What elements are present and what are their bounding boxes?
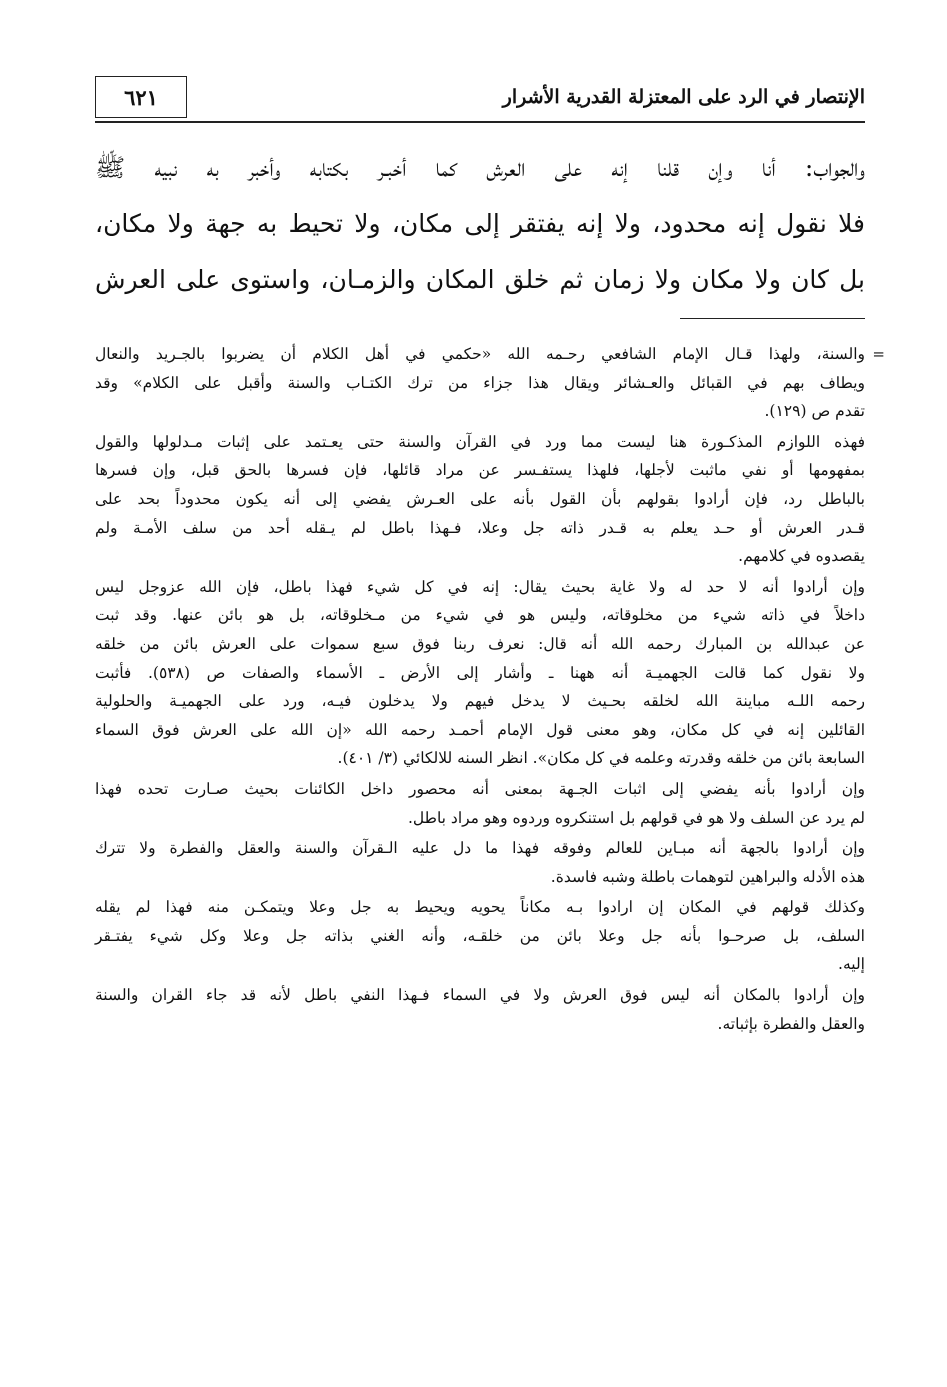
footnote-line: فهذه اللوازم المذكـورة هنا ليست مما ورد في القرآن والسنة حتى يعـتمد على إثبات مـدلولها والقول: [95, 432, 865, 451]
footnote-line: وإن أرادوا بأنه يفضي إلى اثبات الجـهة بمعنى أنه محصور داخل الكائنات بحيث صـارت تحده فهذا: [95, 779, 865, 798]
footnote-line: القائلين إنه في كل مكان، وهو معنى قول الإمام أحمـد رحمه الله «إن الله على العرش فوق السماء: [95, 720, 865, 739]
footnote-divider: [680, 318, 865, 319]
continuation-mark: =: [872, 345, 885, 363]
footnote-line: والعقل والفطرة بإثباته.: [717, 1014, 865, 1033]
main-text: [95, 140, 865, 308]
page-header: [95, 68, 865, 118]
footnote-line: بالباطل رد، فإن أرادوا بقولهم بأن القول بأنه على العـرش يفضي إلى أنه يكون محدوداً بحد على: [95, 489, 865, 508]
footnote-line: عن عبدالله بن المبارك رحمه الله أنه قال: نعرف ربنا فوق سبع سموات على العرش بائن من خلقه: [95, 634, 865, 653]
footnote-paragraph: [95, 981, 865, 1038]
running-title: الإنتصار في الرد على المعتزلة القدرية الأشرار: [502, 86, 865, 108]
footnote-line: والسنة، ولهذا قـال الإمام الشافعي رحـمه الله «حكمي في أهل الكلام أن يضربوا بالجـريد والنعال: [95, 345, 865, 363]
footnote-line: هذه الأدله والبراهين لتوهمات باطلة وشبه فاسدة.: [550, 867, 865, 886]
footnote-line: تقدم ص (١٢٩).: [764, 402, 865, 421]
main-line: والجواب: أنا وإن قلنا إنه على العرش كما أخبـر بكتابه وأخبر به نبيه ﷺ: [95, 153, 865, 182]
footnote-line: وإن أرادوا بالجهة أنه مبـاين للعالم وفوقه فهذا ما دل عليه الـقرآن والسنة والعقل والفطرة ولا تترك: [95, 839, 865, 858]
footnote-line: يقصدوه في كلامهم.: [738, 547, 865, 566]
footnote-line: بمفهومها أو نفي ماثبت لأجلها، فلهذا يستفـسر عن مراد قائلها، فإن فسرها بالحق قبل، وإن فسرها: [95, 461, 865, 480]
page-number-box: [95, 76, 187, 118]
footnote-paragraph: [95, 428, 865, 571]
footnotes: [95, 340, 885, 1040]
footnote-line: إليه.: [838, 955, 865, 974]
header-divider: [95, 121, 865, 123]
footnote-line: وكذلك قولهم في المكان إن ارادوا بـه مكاناً يحويه ويحيط به جل وعلا ويتمكـن منه فهذا لم يقله: [95, 898, 865, 917]
main-line: فلا نقول إنه محدود، ولا إنه يفتقر إلى مكان، ولا تحيط به جهة ولا مكان،: [95, 209, 865, 238]
footnote-line: رحمه اللـه مباينة الله لخلقه بحـيث لا يدخل فيهم ولا يدخلون فيـه، ورد على الجهميـة والحلولية: [95, 692, 865, 711]
footnote-line: وإن أرادوا أنه لا حد له ولا غاية بحيث يقال: إنه في كل شيء فهذا باطل، فإن الله عزوجل ليس: [95, 577, 865, 596]
footnote-line: السابعة بائن من خلقه وقدرته وعلمه في كل مكان». انظر السنه للالكائي (٣/ ٤٠١).: [337, 749, 865, 768]
footnote-paragraph: [95, 893, 865, 979]
page-number: ٦٢١: [124, 84, 158, 110]
footnote-paragraph: [95, 573, 865, 773]
footnote-line: السلف، بل صرحـوا بأنه جل وعلا بائن من خلقـه، وأنه الغني بذاته جل وعلا وكل شيء يفتـقر: [95, 926, 865, 945]
footnote-line: قـدر العرش أو حـد يعلم به قـدر ذاته جل وعلا، فـهذا باطل لم يـقله أحد من سلف الأمـة ولم: [95, 518, 865, 537]
footnote-paragraph: [95, 775, 865, 832]
footnote-line: ويطاف بهم في القبائل والعـشائر ويقال هذا جزاء من ترك الكتـاب والسنة وأقبل على الكلام» وقد: [95, 373, 865, 392]
footnote-line: داخلاً في ذاته شيء من مخلوقاته، وليس هو في شيء من مـخلوقاته، بل هو بائن عنها. وقد ثبت: [95, 606, 865, 625]
footnote-line: ولا نقول كما قالت الجهميـة أنه ههنا ـ وأشار إلى الأرض ـ الأسماء والصفات ص (٥٣٨). فأثبت: [95, 663, 865, 682]
footnote-paragraph: [95, 834, 865, 891]
footnote-line: لم يرد عن السلف ولا هو في قولهم بل استنكروه وردوه وهو مراد باطل.: [407, 808, 865, 827]
footnote-paragraph: [95, 340, 865, 426]
footnote-line: وإن أرادوا بالمكان أنه ليس فوق العرش ولا في السماء فـهذا النفي باطل لأنه قد جاء القران والسنة: [95, 986, 865, 1005]
main-line: بل كان ولا مكان ولا زمان ثم خلق المكان والزمـان، واستوى على العرش: [95, 265, 865, 294]
